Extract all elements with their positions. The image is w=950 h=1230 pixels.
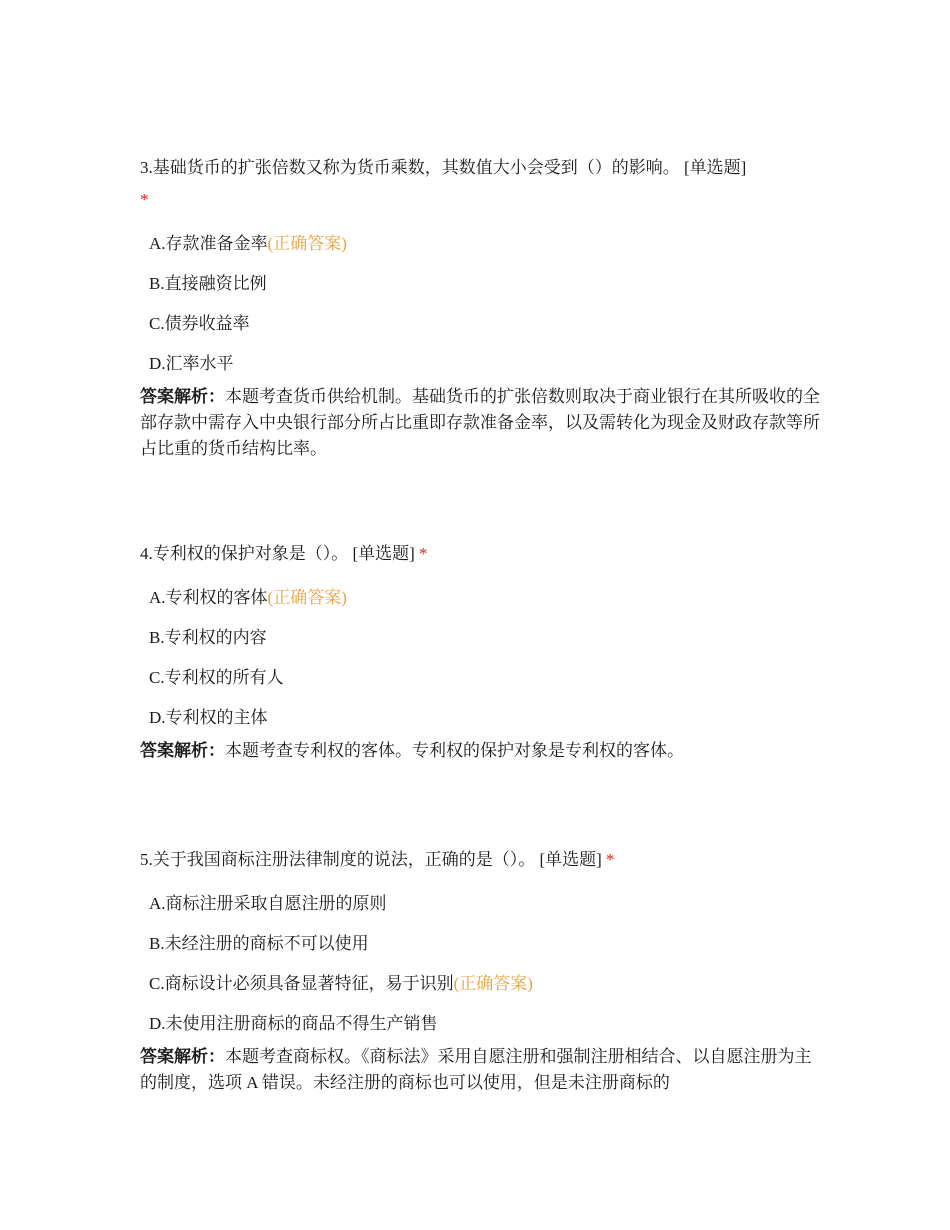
- option-c: [140, 658, 820, 698]
- option-a: [140, 578, 820, 618]
- question-4: [140, 538, 820, 764]
- option-c: [140, 964, 820, 1004]
- option-text: D.汇率水平: [149, 354, 234, 373]
- option-a: [140, 224, 820, 264]
- required-mark: *: [605, 850, 615, 869]
- analysis-text: 本题考查专利权的客体。专利权的保护对象是专利权的客体。: [225, 741, 684, 760]
- answer-analysis: [140, 1044, 820, 1096]
- option-text: A.专利权的客体: [149, 588, 268, 607]
- required-mark: *: [418, 544, 428, 563]
- analysis-text: 本题考查商标权。《商标法》采用自愿注册和强制注册相结合、以自愿注册为主的制度，选项 A 错误。未经注册的商标也可以使用，但是未注册商标的: [140, 1047, 812, 1092]
- question-text: 3.基础货币的扩张倍数又称为货币乘数，其数值大小会受到（）的影响。 [单选题]: [140, 158, 747, 177]
- option-text: B.未经注册的商标不可以使用: [149, 934, 369, 953]
- option-text: C.商标设计必须具备显著特征，易于识别: [149, 974, 454, 993]
- question-title: [140, 538, 820, 570]
- option-text: A.存款准备金率: [149, 234, 268, 253]
- option-d: [140, 344, 820, 384]
- question-text: 5.关于我国商标注册法律制度的说法，正确的是（）。 [单选题]: [140, 850, 602, 869]
- analysis-label: 答案解析：: [140, 1047, 225, 1066]
- correct-answer-label: (正确答案): [453, 974, 533, 993]
- correct-answer-label: (正确答案): [267, 234, 347, 253]
- analysis-text: 本题考查货币供给机制。基础货币的扩张倍数则取决于商业银行在其所吸收的全部存款中需存入中央银行部分所占比重即存款准备金率，以及需转化为现金及财政存款等所占比重的货币结构比率。: [140, 387, 820, 458]
- answer-analysis: [140, 384, 820, 462]
- correct-answer-label: (正确答案): [267, 588, 347, 607]
- question-3: [140, 152, 820, 462]
- analysis-label: 答案解析：: [140, 387, 225, 406]
- answer-analysis: [140, 738, 820, 764]
- option-c: [140, 304, 820, 344]
- option-d: [140, 1004, 820, 1044]
- option-text: C.专利权的所有人: [149, 668, 284, 687]
- question-5: [140, 844, 820, 1096]
- option-list: [140, 578, 820, 738]
- option-text: B.专利权的内容: [149, 628, 267, 647]
- option-d: [140, 698, 820, 738]
- option-list: [140, 884, 820, 1044]
- required-mark: *: [140, 190, 149, 209]
- option-text: A.商标注册采取自愿注册的原则: [149, 894, 387, 913]
- question-title: [140, 844, 820, 876]
- option-a: [140, 884, 820, 924]
- option-list: [140, 224, 820, 384]
- question-title: [140, 152, 820, 216]
- option-b: [140, 924, 820, 964]
- question-text: 4.专利权的保护对象是（）。 [单选题]: [140, 544, 415, 563]
- option-b: [140, 264, 820, 304]
- option-text: C.债券收益率: [149, 314, 250, 333]
- option-text: D.专利权的主体: [149, 708, 268, 727]
- analysis-label: 答案解析：: [140, 741, 225, 760]
- option-text: B.直接融资比例: [149, 274, 267, 293]
- option-b: [140, 618, 820, 658]
- option-text: D.未使用注册商标的商品不得生产销售: [149, 1014, 438, 1033]
